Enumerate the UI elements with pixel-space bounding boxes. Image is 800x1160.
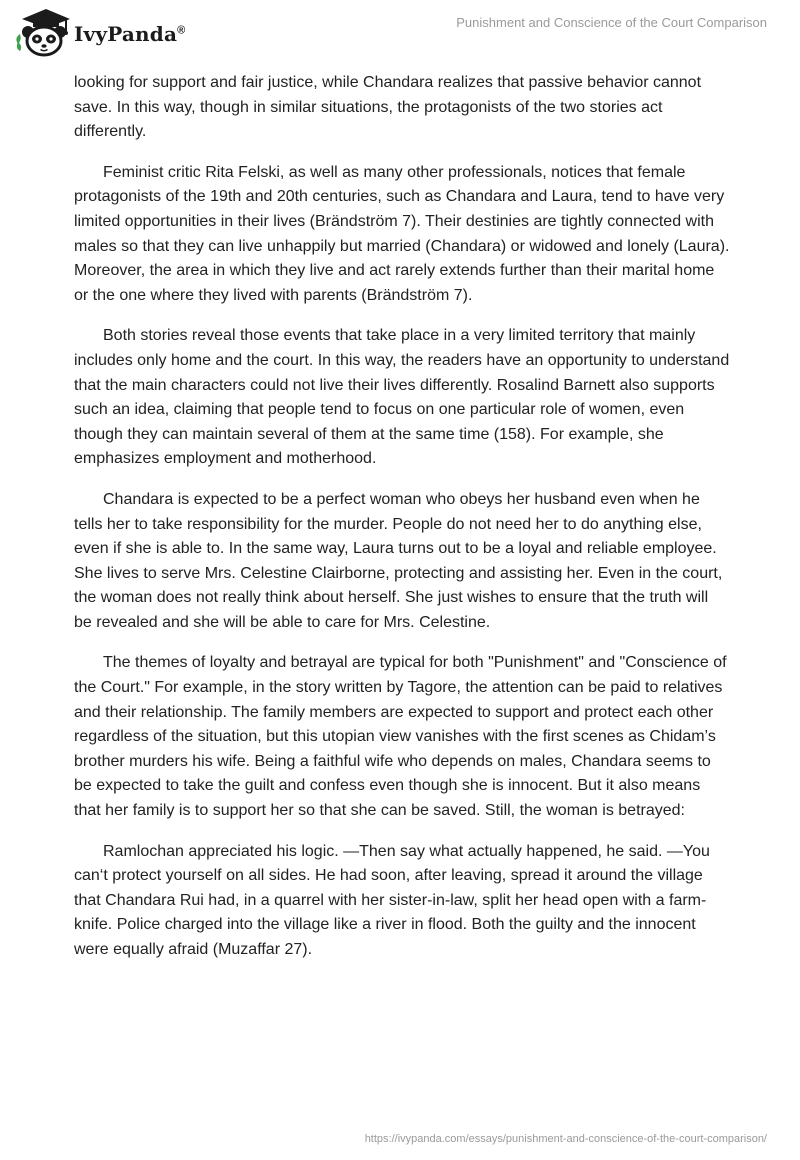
panda-graduate-icon [12, 6, 76, 58]
document-title: Punishment and Conscience of the Court Comparison [456, 15, 767, 30]
block-quote: Ramlochan appreciated his logic. —Then say what actually happened, he said. —You can‘t protect yourself on all sides. He had soon, after leaving, spread it around the village that Chandara Rui had, in a quarrel with her sister-in-law, split her head open with a farm-knife. Police charged into the village like a river in flood. Both the guilty and the innocent were equally afraid (Muzaffar 27). [74, 842, 710, 958]
paragraph: Both stories reveal those events that take place in a very limited territory that mainly includes only home and the court. In this way, the readers have an opportunity to understand that the main characters could not live their lives differently. Rosalind Barnett also supports such an idea, claiming that people tend to focus on one particular role of women, even though they can maintain several of them at the same time (158). For example, she emphasizes employment and motherhood. [74, 327, 730, 468]
paragraph: The themes of loyalty and betrayal are typical for both "Punishment" and "Conscience of the Court." For example, in the story written by Tagore, the attention can be paid to relatives and their relationship. The family members are expected to support and protect each other regardless of the situation, but this utopian view vanishes with the first scenes as Chidam’s brother murders his wife. Being a faithful wife who depends on males, Chandara seems to be expected to take the guilt and confess even though she is innocent. But it also means that her family is to support her so that she can be saved. Still, the woman is betrayed: [74, 654, 727, 820]
paragraph: Feminist critic Rita Felski, as well as many other professionals, notices that female protagonists of the 19th and 20th centuries, such as Chandara and Laura, tend to have very limited opportunities in their lives (Brändström 7). Their destinies are tightly connected with males so that they can live unhappily but married (Chandara) or widowed and lonely (Laura). Moreover, the area in which they live and act rarely extends further than their marital home or the one where they lived with parents (Brändström 7). [74, 163, 730, 304]
ivypanda-logo[interactable] [12, 6, 192, 58]
paragraph-continuation: looking for support and fair justice, while Chandara realizes that passive behavior cannot save. In this way, though in similar situations, the protagonists of the two stories act differently. [74, 74, 702, 141]
page-header [0, 0, 800, 64]
brand-name: IvyPanda® [74, 22, 186, 46]
essay-body [74, 71, 730, 979]
source-url[interactable]: https://ivypanda.com/essays/punishment-and-conscience-of-the-court-comparison/ [364, 1133, 767, 1145]
paragraph: Chandara is expected to be a perfect woman who obeys her husband even when he tells her to take responsibility for the murder. People do not need her to do anything else, even if she is able to. In the same way, Laura turns out to be a loyal and reliable employee. She lives to serve Mrs. Celestine Clairborne, protecting and assisting her. Even in the court, the woman does not really think about herself. She just wishes to ensure that the truth will be revealed and she will be able to care for Mrs. Celestine. [74, 490, 723, 631]
